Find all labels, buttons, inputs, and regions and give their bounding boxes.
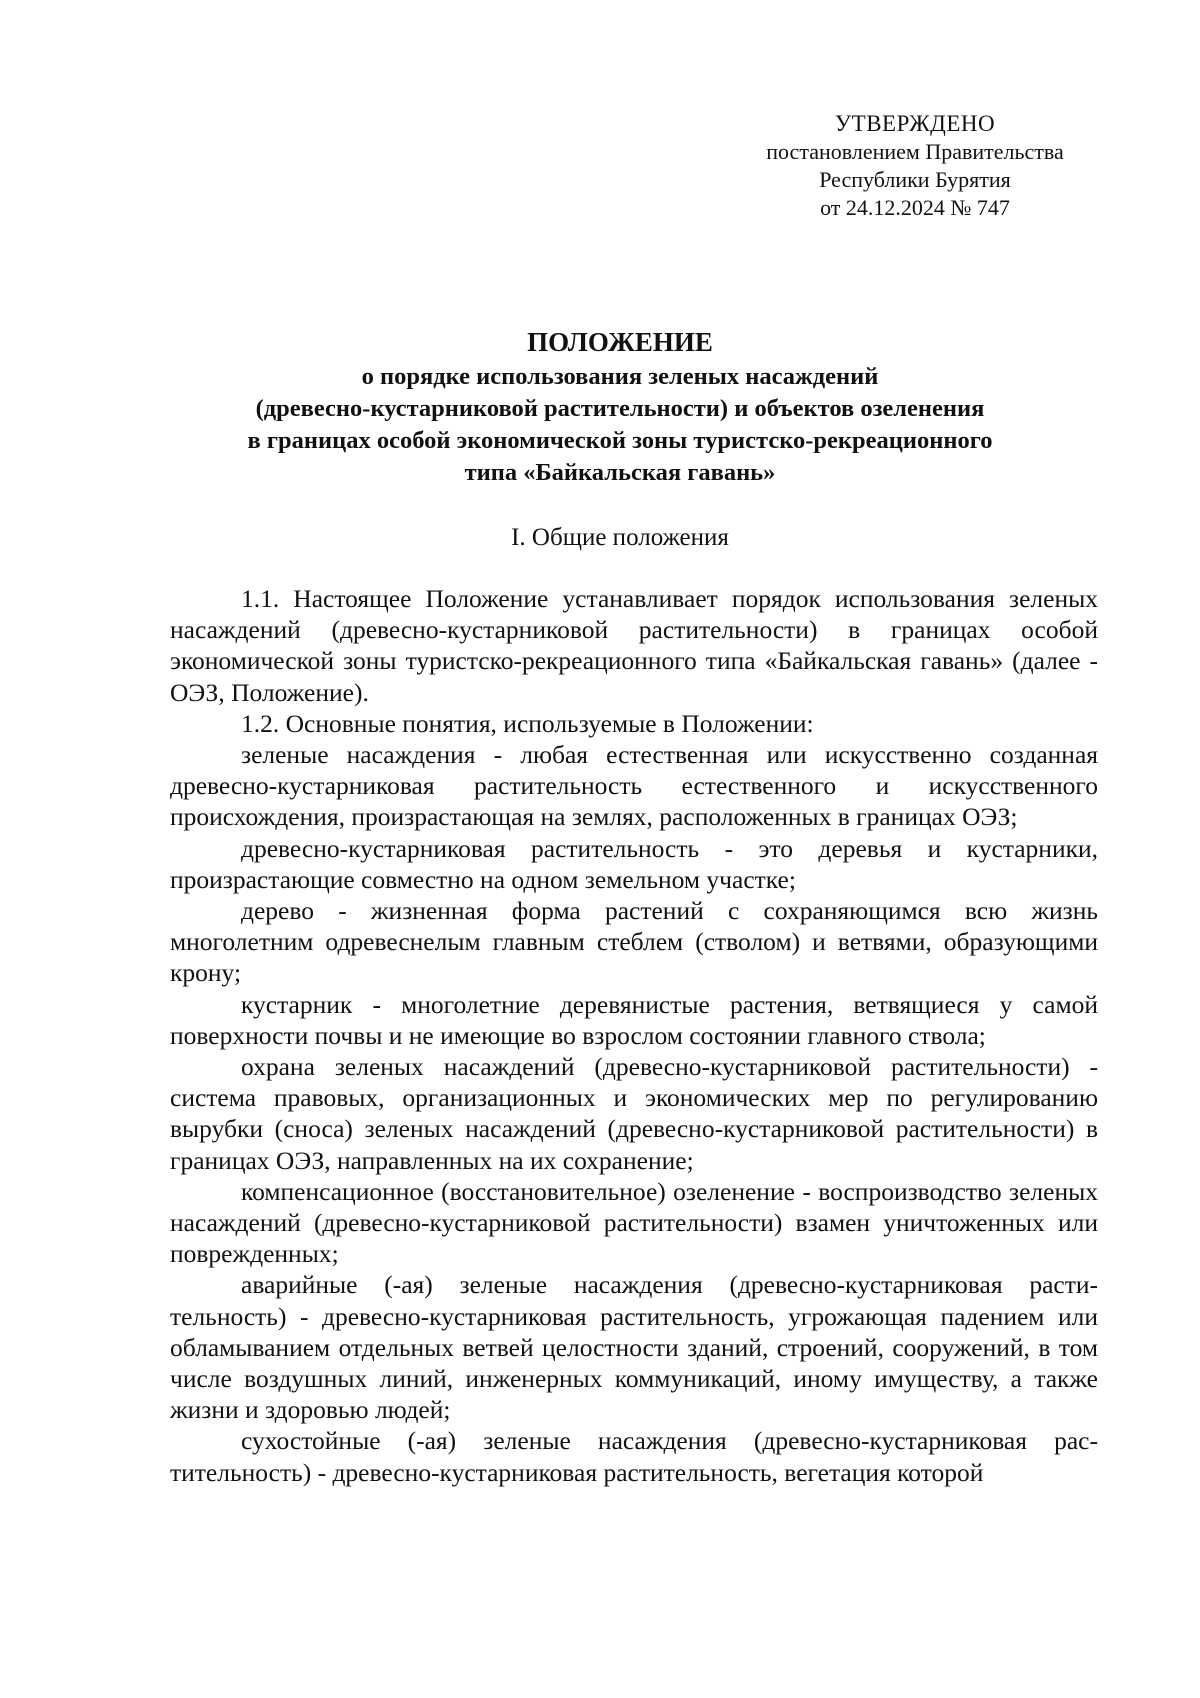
paragraph: кустарник - многолетние деревянистые растения, ветвящиеся у самой поверхности почвы и не имеющие во взрослом состоянии главного ствола; xyxy=(170,989,1098,1050)
paragraph: 1.2. Основные понятия, используемые в Положении: xyxy=(241,708,814,738)
paragraph: аварийные (-ая) зеленые насаждения (древесно-кустарниковая растительность) - древесно-кустарниковая растительность, угрожающая падением или обламыванием отдельных ветвей целостности зданий, строений, сооружений, в том числе воздушных линий, инженерных коммуникаций, иному имуществу, а также жизни и здоровью людей; xyxy=(170,1270,1098,1425)
paragraph: дерево - жизненная форма растений с сохраняющимся всю жизнь многолетним одревеснелым главным стеблем (стволом) и ветвями, образующими крону; xyxy=(170,896,1098,988)
paragraph: сухостойные (-ая) зеленые насаждения (древесно-кустарниковая растительность) - древесно-кустарниковая растительность, вегетация которой xyxy=(170,1426,1098,1487)
paragraph: охрана зеленых насаждений (древесно-кустарниковой растительности) - система правовых, организационных и экономических мер по регулированию вырубки (сноса) зеленых насаждений (древесно-кустарниковой растительности) в границах ОЭЗ, направленных на их сохранение; xyxy=(170,1052,1098,1175)
title-main: ПОЛОЖЕНИЕ xyxy=(527,327,713,357)
title-line: (древесно-кустарниковой растительности) и объектов озеленения xyxy=(255,395,985,422)
document-body xyxy=(170,583,1098,1488)
approval-stamp xyxy=(740,110,1090,222)
title-line: типа «Байкальская гавань» xyxy=(464,459,776,486)
approval-line: постановлением Правительства xyxy=(766,139,1064,164)
document-title xyxy=(120,325,1120,489)
paragraph: зеленые насаждения - любая естественная или искусственно созданная древесно-кустарниковая растительность естественного и искусственного происхождения, произрастающая на землях, расположенных в границах ОЭЗ; xyxy=(170,740,1098,832)
section-heading: I. Общие положения xyxy=(511,524,729,551)
paragraph: компенсационное (восстановительное) озеленение - воспроизводство зеленых насаждений (древесно-кустарниковой растительности) взамен уничтоженных или поврежденных; xyxy=(170,1176,1098,1269)
title-line: в границах особой экономической зоны туристско-рекреационного xyxy=(247,427,993,454)
paragraph: 1.1. Настоящее Положение устанавливает порядок использования зеленых насаждений (древесно-кустарниковой растительности) в границах особой экономической зоны туристско-рекреационного типа «Байкальская гавань» (далее - ОЭЗ, Положение). xyxy=(170,584,1098,707)
title-line: о порядке использования зеленых насаждений xyxy=(361,363,879,390)
approval-date: от 24.12.2024 № 747 xyxy=(820,195,1010,220)
paragraph: древесно-кустарниковая растительность - это деревья и кустарники, произрастающие совместно на одном земельном участке; xyxy=(170,833,1098,894)
approval-heading: УТВЕРЖДЕНО xyxy=(834,111,996,136)
approval-line: Республики Бурятия xyxy=(819,167,1011,192)
